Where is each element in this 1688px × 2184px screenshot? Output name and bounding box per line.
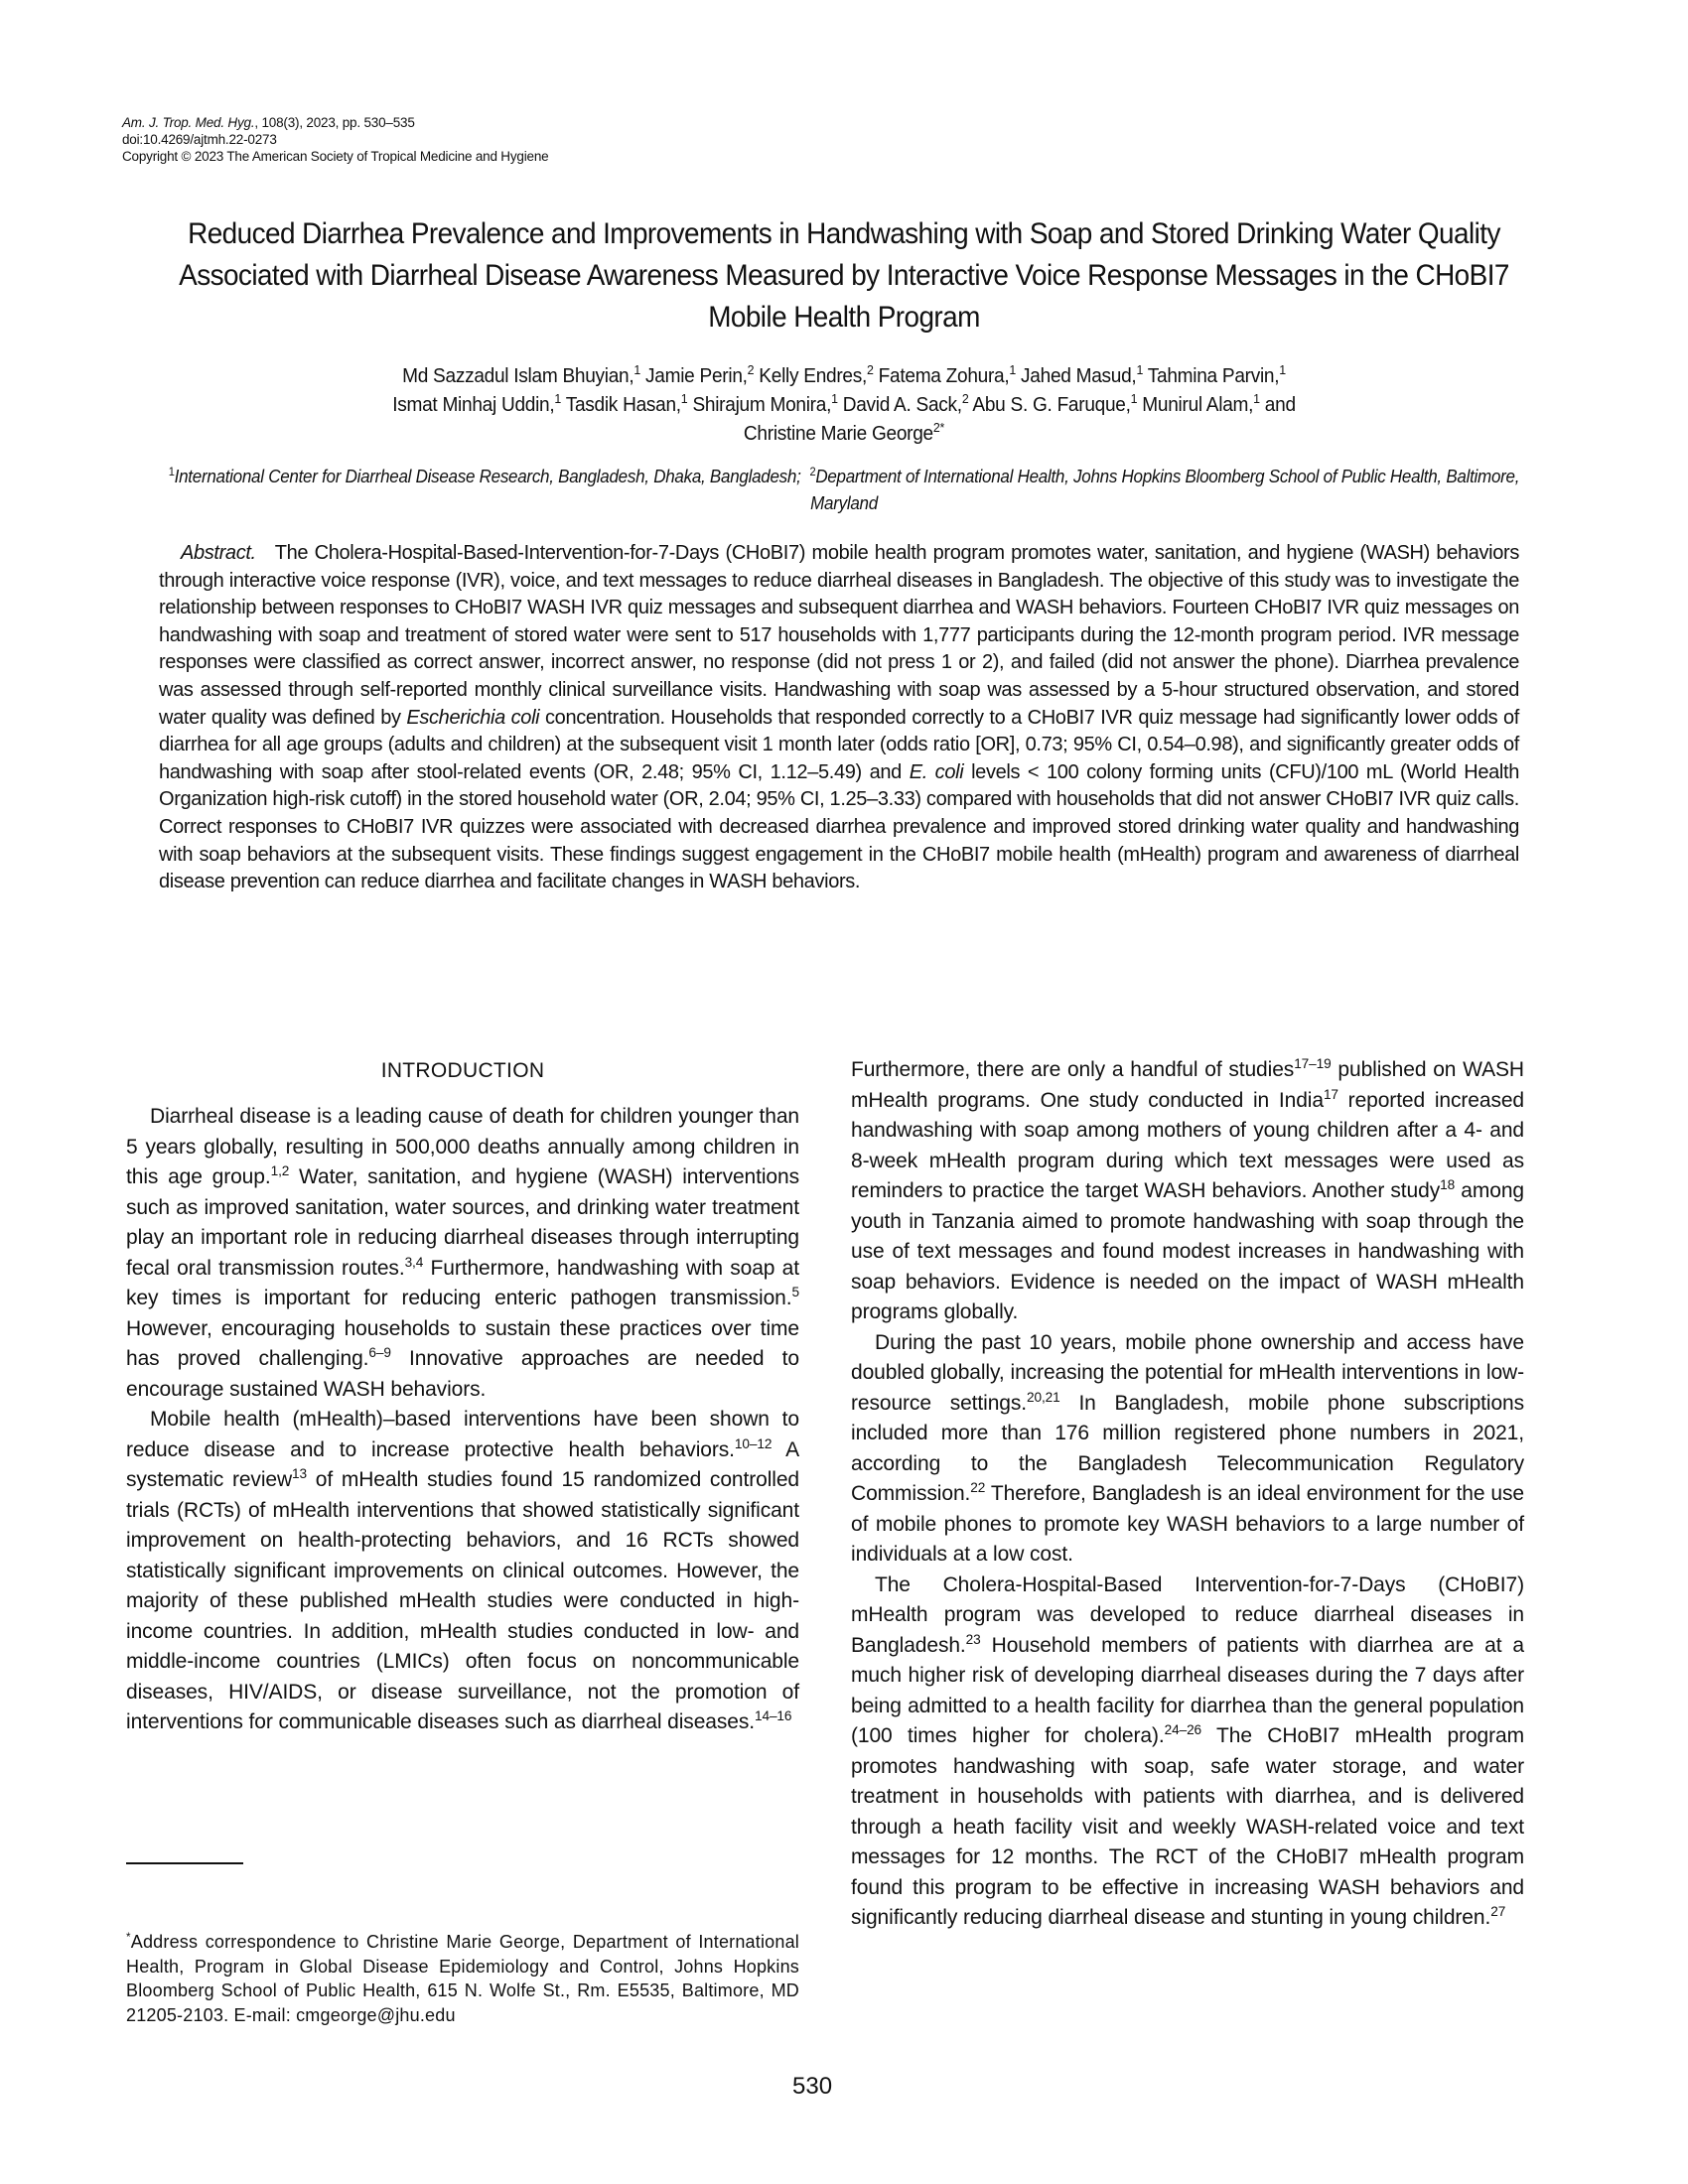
section-heading-introduction: INTRODUCTION xyxy=(380,1059,545,1082)
author-affiliation-marker: 1 xyxy=(831,391,838,407)
author-affiliation-marker: 1 xyxy=(1279,362,1286,378)
author-affiliation-marker: 1 xyxy=(1009,362,1017,378)
author-affiliation-marker: 1 xyxy=(633,362,641,378)
author-name: Kelly Endres, xyxy=(759,364,868,387)
paragraph xyxy=(126,1405,799,1738)
copyright: Copyright © 2023 The American Society of Tropical Medicine and Hygiene xyxy=(122,149,549,164)
paragraph xyxy=(851,1328,1524,1570)
author-affiliation-marker: 1 xyxy=(554,391,562,407)
citation-superscript: 3,4 xyxy=(404,1254,424,1270)
author-affiliation-marker: 1 xyxy=(680,391,688,407)
abstract-italic-term: E. coli xyxy=(909,760,964,783)
footnote-divider xyxy=(126,1862,243,1864)
author-name: Md Sazzadul Islam Bhuyian, xyxy=(402,364,634,387)
paragraph-text: Therefore, Bangladesh is an ideal environment for the use of mobile phones to promote key WASH behaviors to a large number of individuals at a low cost. xyxy=(851,1482,1524,1566)
citation-superscript: 17 xyxy=(1323,1086,1338,1102)
abstract-text: The Cholera-Hospital-Based-Intervention-for-7-Days (CHoBI7) mobile health program promotes water, sanitation, and hygiene (WASH) behaviors through interactive voice response (IVR), voice, and text messages to reduce diarrheal diseases in Bangladesh. The objective of this study was to investigate the relationship between responses to CHoBI7 WASH IVR quiz messages and subsequent diarrhea and WASH behaviors. Fourteen CHoBI7 IVR quiz messages on handwashing with soap and treatment of stored water were sent to 517 households with 1,777 participants during the 12-month program period. IVR message responses were classified as correct answer, incorrect answer, no response (did not press 1 or 2), and failed (did not answer the phone). Diarrhea prevalence was assessed through self-reported monthly clinical surveillance visits. Handwashing with soap was assessed by a 5-hour structured observation, and stored water quality was defined by xyxy=(159,542,1519,729)
paragraph-text: Mobile health (mHealth)–based interventions have been shown to reduce disease and to increase protective health behaviors. xyxy=(126,1408,799,1461)
author-name: Tasdik Hasan, xyxy=(565,393,681,416)
author-name: Jamie Perin, xyxy=(645,364,748,387)
author-affiliation-marker: 2 xyxy=(961,391,969,407)
author-name: Jahed Masud, xyxy=(1021,364,1137,387)
journal-citation xyxy=(122,114,548,165)
author-name: and xyxy=(1264,393,1296,416)
author-name: Abu S. G. Faruque, xyxy=(972,393,1131,416)
author-name: Ismat Minhaj Uddin, xyxy=(392,393,555,416)
citation-superscript: 27 xyxy=(1490,1904,1506,1919)
affiliation-number: 1 xyxy=(168,464,175,478)
paragraph-text: of mHealth studies found 15 randomized controlled trials (RCTs) of mHealth interventions that showed statistically significant improvement on health-protecting behaviors, and 16 RCTs showed statistically significant improvements on clinical outcomes. However, the majority of these published mHealth studies were conducted in high-income countries. In addition, mHealth studies conducted in low- and middle-income countries (LMICs) often focus on noncommunicable diseases, HIV/AIDS, or disease surveillance, not the promotion of interventions for communicable diseases such as diarrheal diseases. xyxy=(126,1468,799,1733)
paragraph-text: In Bangladesh, mobile phone subscriptions included more than 176 million registered phone numbers in 2021, according to the Bangladesh Telecommunication Regulatory Commission. xyxy=(851,1391,1525,1505)
affiliation-text: Department of International Health, Johns Hopkins Bloomberg School of Public Health, Baltimore, Maryland xyxy=(810,466,1520,513)
paragraph-text: The Cholera-Hospital-Based Intervention-for-7-Days (CHoBI7) mHealth program was developed to reduce diarrheal diseases in Bangladesh. xyxy=(851,1572,1524,1657)
paragraph-text: Furthermore, handwashing with soap at key times is important for reducing enteric pathogen transmission. xyxy=(126,1256,799,1309)
author-name: David A. Sack, xyxy=(842,393,962,416)
article-title: Reduced Diarrhea Prevalence and Improvements in Handwashing with Soap and Stored Drinking Water Quality Associated with Diarrheal Disease Awareness Measured by Interactive Voice Response Messages in the CHoBI7 Mobile Health Program xyxy=(179,217,1509,334)
author-name: Tahmina Parvin, xyxy=(1147,364,1280,387)
paragraph-text: A systematic review xyxy=(126,1437,799,1491)
abstract-text: concentration. Households that responded correctly to a CHoBI7 IVR quiz message had significantly lower odds of diarrhea for all age groups (adults and children) at the subsequent visit 1 month later (odds ratio [OR], 0.73; 95% CI, 0.54–0.98), and significantly greater odds of handwashing with soap after stool-related events (OR, 2.48; 95% CI, 1.12–5.49) and xyxy=(159,706,1519,783)
abstract-text: levels < 100 colony forming units (CFU)/100 mL (World Health Organization high-risk cutoff) in the stored household water (OR, 2.04; 95% CI, 1.25–3.33) compared with households that did not answer CHoBI7 IVR quiz calls. Correct responses to CHoBI7 IVR quizzes were associated with decreased diarrhea prevalence and improved stored drinking water quality and handwashing with soap behaviors at the subsequent visits. These findings suggest engagement in the CHoBI7 mobile health (mHealth) program and awareness of diarrheal disease prevention can reduce diarrhea and facilitate changes in WASH behaviors. xyxy=(159,760,1519,893)
paragraph-text: Furthermore, there are only a handful of studies xyxy=(851,1058,1295,1081)
citation-superscript: 18 xyxy=(1440,1177,1456,1192)
abstract-italic-term: Escherichia coli xyxy=(406,706,540,729)
abstract xyxy=(159,540,1519,896)
author-name: Fatema Zohura, xyxy=(878,364,1010,387)
author-affiliation-marker: 2 xyxy=(867,362,874,378)
citation-superscript: 20,21 xyxy=(1027,1389,1060,1405)
citation-superscript: 24–26 xyxy=(1164,1722,1202,1737)
citation-superscript: 13 xyxy=(292,1466,308,1481)
author-name: Munirul Alam, xyxy=(1142,393,1254,416)
citation-superscript: 14–16 xyxy=(754,1708,792,1723)
citation-superscript: 6–9 xyxy=(368,1345,391,1360)
doi: doi:10.4269/ajtmh.22-0273 xyxy=(122,132,277,147)
citation-superscript: 10–12 xyxy=(734,1435,773,1451)
citation-superscript: 22 xyxy=(970,1480,986,1495)
left-column xyxy=(126,1056,799,1738)
paragraph-text: published on WASH mHealth programs. One study conducted in India xyxy=(851,1058,1524,1112)
paragraph-text: reported increased handwashing with soap among mothers of young children after a 4- and 8-week mHealth program during which text messages were used as reminders to practice the target WASH behaviors. Another study xyxy=(851,1088,1525,1202)
footnote-marker: * xyxy=(126,1931,131,1944)
footnote-text: Address correspondence to Christine Marie George, Department of International Health, Program in Global Disease Epidemiology and Control, Johns Hopkins Bloomberg School of Public Health, 615 N. Wolfe St., Rm. E5535, Baltimore, MD 21205-2103. E-mail: cmgeorge@jhu.edu xyxy=(126,1932,799,2025)
abstract-label: Abstract. xyxy=(181,542,256,564)
right-column xyxy=(851,1055,1524,1934)
paragraph-text: Diarrheal disease is a leading cause of death for children younger than 5 years globally, resulting in 500,000 deaths annually among children in this age group. xyxy=(126,1105,799,1188)
citation-line xyxy=(122,114,548,131)
paragraph-text: Water, sanitation, and hygiene (WASH) interventions such as improved sanitation, water sources, and drinking water treatment play an important role in reducing diarrheal diseases through interrupting fecal oral transmission routes. xyxy=(126,1165,799,1280)
paragraph-text: The CHoBI7 mHealth program promotes handwashing with soap, safe water storage, and water treatment in households with patients with diarrhea, and is delivered through a heath facility visit and weekly WASH-related voice and text messages for 12 months. The RCT of the CHoBI7 mHealth program found this program to be effective in increasing WASH behaviors and significantly reducing diarrheal disease and stunting in young children. xyxy=(851,1724,1524,1929)
author-name: Christine Marie George xyxy=(743,422,933,445)
correspondence-footnote xyxy=(126,1930,799,2027)
affiliation-text: International Center for Diarrheal Disease Research, Bangladesh, Dhaka, Bangladesh; xyxy=(174,466,801,486)
paragraph-text: among youth in Tanzania aimed to promote handwashing with soap through the use of text messages and found modest increases in handwashing with soap behaviors. Evidence is needed on the impact of WASH mHealth programs globally. xyxy=(851,1179,1524,1323)
citation-superscript: 1,2 xyxy=(270,1163,290,1178)
author-affiliation-marker: 2 xyxy=(747,362,755,378)
author-name: Shirajum Monira, xyxy=(692,393,832,416)
paragraph-text: Household members of patients with diarrhea are at a much higher risk of developing diarrheal diseases during the 7 days after being admitted to a health facility for diarrhea than the general population (100 times higher for cholera). xyxy=(851,1633,1524,1747)
author-affiliation-marker: 1 xyxy=(1136,362,1144,378)
affiliation-number: 2 xyxy=(809,464,816,478)
paragraph xyxy=(851,1570,1524,1934)
author-list xyxy=(161,361,1527,448)
author-affiliation-marker: 2* xyxy=(932,420,945,436)
author-affiliation-marker: 1 xyxy=(1130,391,1138,407)
citation-superscript: 23 xyxy=(965,1631,981,1647)
affiliations xyxy=(168,463,1520,516)
citation-superscript: 17–19 xyxy=(1294,1056,1332,1071)
journal-abbrev: Am. J. Trop. Med. Hyg. xyxy=(122,115,255,130)
author-affiliation-marker: 1 xyxy=(1253,391,1260,407)
citation-superscript: 5 xyxy=(791,1285,799,1299)
paragraph-text: Innovative approaches are needed to encourage sustained WASH behaviors. xyxy=(126,1347,799,1401)
citation-volume-pages: , 108(3), 2023, pp. 530–535 xyxy=(254,115,415,130)
paragraph-text: During the past 10 years, mobile phone ownership and access have doubled globally, increasing the potential for mHealth interventions in low-resource settings. xyxy=(851,1330,1524,1415)
paragraph xyxy=(851,1055,1524,1328)
paragraph-text: However, encouraging households to sustain these practices over time has proved challenging. xyxy=(126,1316,799,1370)
paragraph xyxy=(126,1102,799,1405)
page-number: 530 xyxy=(792,2073,833,2100)
